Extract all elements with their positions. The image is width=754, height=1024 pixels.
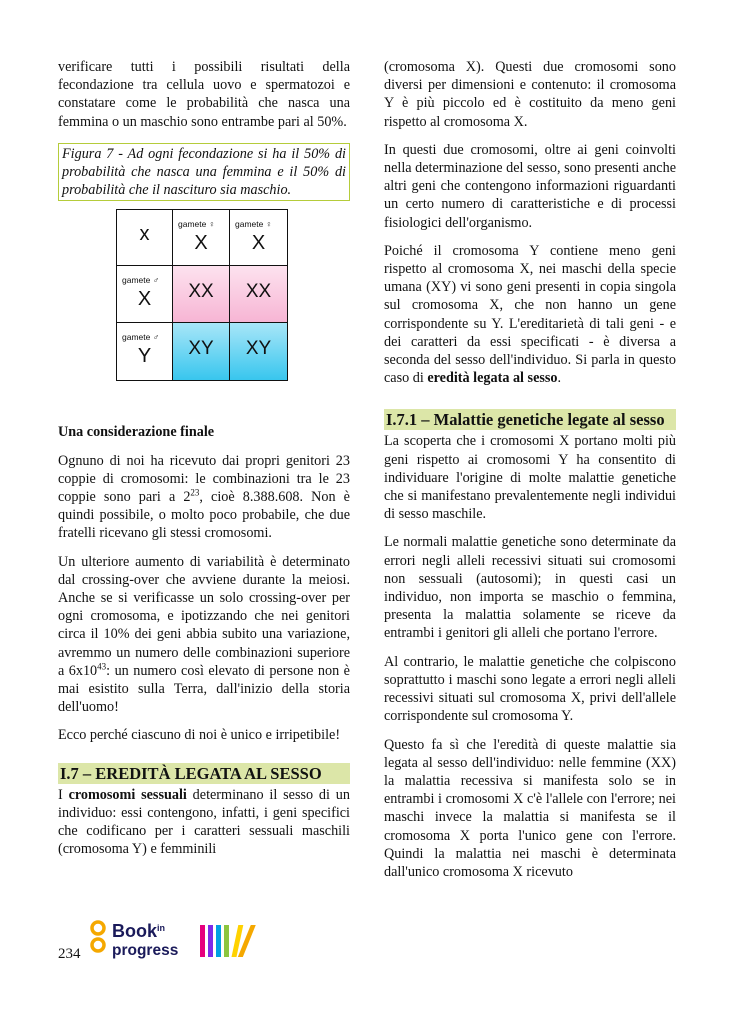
chromosome-label: X [251, 232, 266, 255]
logo-ring-icon [92, 939, 104, 951]
table-row-header [117, 323, 173, 380]
book-in-progress-logo [90, 917, 270, 961]
table-cell-xy: XY [173, 323, 230, 380]
chromosome-label: Y [137, 345, 152, 368]
subheading: Una considerazione finale [58, 424, 215, 441]
logo-word-book: Book [112, 921, 157, 941]
paragraph: Ecco perché ciascuno di noi è unico e irripetibile! [58, 727, 341, 744]
right-column [384, 58, 676, 891]
table-corner: x [117, 210, 173, 266]
paragraph: Poiché il cromosoma Y contiene meno geni rispetto al cromosoma X, nei maschi della specie umana (XY) vi sono geni presenti in copia singola sul cromosoma X, che non hanno un gene corrispondente su Y. L'ereditarietà di tali geni - e dei caratteri da essi specificati - è diversa a seconda del sesso dell'individuo. Si parla in questo caso di eredità legata al sesso. [384, 242, 676, 387]
table-row-header [117, 266, 173, 323]
paragraph: Ognuno di noi ha ricevuto dai propri genitori 23 coppie di cromosomi: le combinazioni tra le 23 coppie sono pari a $2^{23}$, cioè 8.388.608. Non è quindi possibile, o molto poco probabile, che due fratelli ricevano gli stessi cromosomi. [58, 452, 350, 542]
section-title: I.7 – EREDITÀ LEGATA AL SESSO [58, 763, 350, 784]
logo-word-progress: progress [112, 942, 179, 959]
section-title: I.7.1 – Malattie genetiche legate al sesso [384, 409, 676, 430]
logo-word-in: in [157, 923, 165, 933]
table-cell-xx: XX [230, 266, 287, 323]
figure-caption: Figura 7 - Ad ogni fecondazione si ha il 50% di probabilità che nasca una femmina e il 50% di probabilità che il nascituro sia maschio. [58, 143, 350, 202]
logo-stripes-icon [200, 925, 256, 957]
table-col-header [173, 210, 230, 266]
page-number: 234 [58, 946, 81, 962]
gamete-label: gamete ♂ [122, 332, 160, 343]
paragraph: (cromosoma X). Questi due cromosomi sono diversi per dimensioni e contenuto: il cromosoma Y è più piccolo ed è costituito da meno geni rispetto al cromosoma X. [384, 59, 676, 130]
paragraph: In questi due cromosomi, oltre ai geni coinvolti nella determinazione del sesso, sono presenti anche altri geni che contengono informazioni riguardanti un certo numero di caratteristiche e di processi fisiologici dell'organismo. [384, 141, 676, 231]
paragraph: Al contrario, le malattie genetiche che colpiscono soprattutto i maschi sono legate a errori negli alleli recessivi situati sul cromosoma X, privi dell'allele corrispondente sul cromosoma Y. [384, 653, 676, 725]
paragraph: I cromosomi sessuali determinano il sesso di un individuo: essi contengono, infatti, i geni specifici che codificano per i caratteri sessuali maschili (cromosoma Y) e femminili [58, 786, 350, 858]
paragraph: verificare tutti i possibili risultati della fecondazione tra cellula uovo e spermatozoi e constatare come le probabilità che nasca una femmina o un maschio sono entrambe pari al 50%. [58, 59, 350, 130]
logo-ring-icon [92, 922, 104, 934]
punnett-square [116, 209, 288, 381]
chromosome-label: X [194, 232, 208, 255]
table-cell-xx: XX [173, 266, 230, 323]
table-cell-xy: XY [230, 323, 287, 380]
left-column [58, 58, 350, 868]
table-col-header [230, 210, 287, 266]
paragraph: Questo fa sì che l'eredità di queste malattie sia legata al sesso dell'individuo: nelle femmine (XX) la malattia recessiva si manifesta solo se in entrambi i cromosomi X c'è l'allele con l'errore; nei maschi invece la malattia si manifesta se il cromosoma X porta l'unico gene con l'errore. Quindi la malattia nei maschi è determinata dall'unico cromosoma X ricevuto [384, 736, 676, 880]
paragraph: La scoperta che i cromosomi X portano molti più geni rispetto ai cromosomi Y ha consentito di individuare l'origine di molte malattie genetiche che si manifestano prevalentemente negli individui di sesso maschile. [384, 433, 676, 523]
gamete-label: gamete ♂ [122, 275, 160, 286]
gamete-label: gamete ♀ [235, 219, 273, 230]
gamete-label: gamete ♀ [178, 219, 216, 230]
paragraph: Le normali malattie genetiche sono determinate da errori negli alleli recessivi situati sui cromosomi non sessuali (autosomi); in questi casi un individuo, non importa se maschio o femmina, presenta la malattia solamente se riceve da entrambi i genitori gli alleli che portano l'errore. [384, 534, 676, 642]
paragraph: Un ulteriore aumento di variabilità è determinato dal crossing-over che avviene durante la meiosi. Anche se si verificasse un solo crossing-over per ogni cromosoma, e ipotizzando che nei genitori circa il 10% dei geni abbia subito una variazione, avremmo un numero delle combinazioni superiore a $6x10^{43}$: un numero così elevato di persone non è mai esistito sulla Terra, dall'inizio della storia dell'uomo! [58, 553, 350, 716]
chromosome-label: X [137, 288, 152, 311]
